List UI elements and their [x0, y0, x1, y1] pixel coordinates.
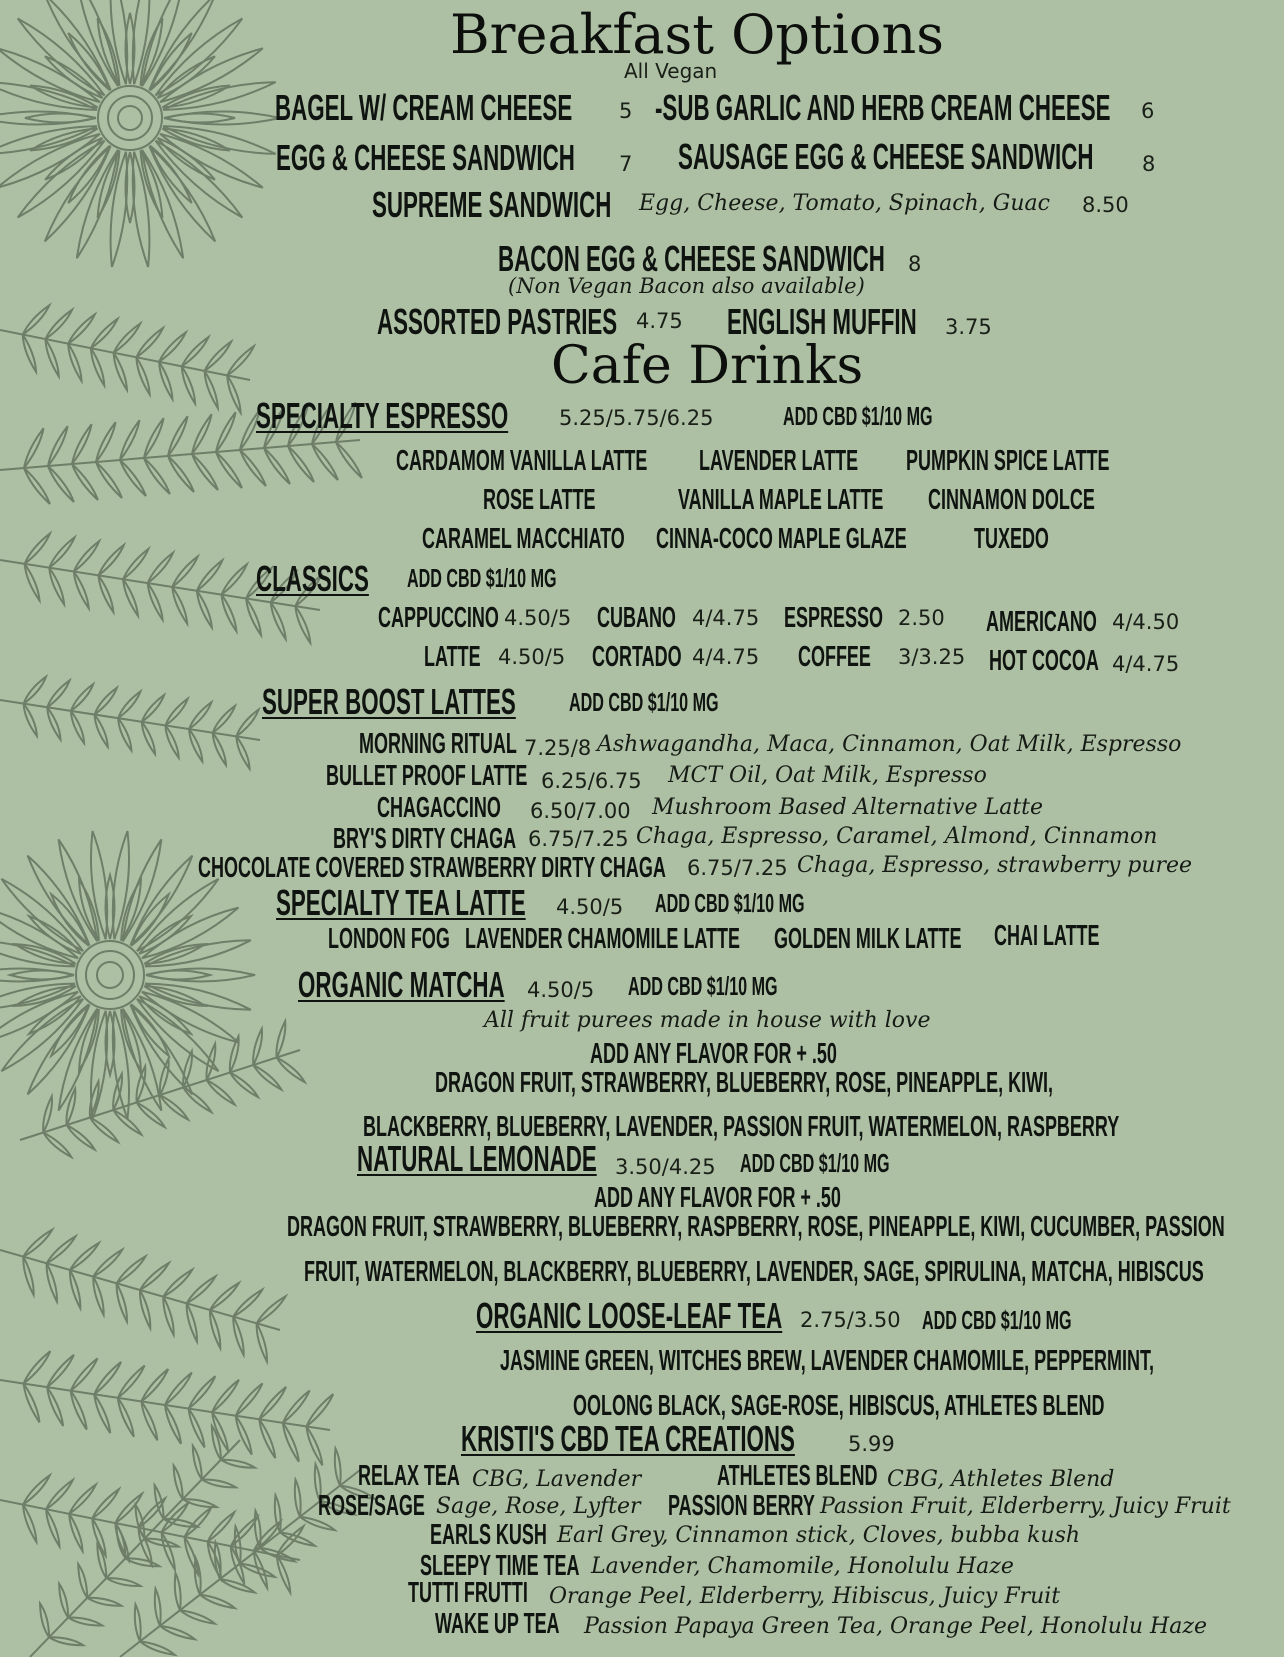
- drink-name: LONDON FOG: [328, 923, 450, 955]
- drink-price: 3/3.25: [898, 645, 966, 669]
- drink-name: PUMPKIN SPICE LATTE: [906, 445, 1110, 477]
- menu-item-price: 3.75: [945, 315, 992, 339]
- drink-price: 4/4.75: [692, 645, 760, 669]
- flavor-addon: ADD ANY FLAVOR FOR + .50: [594, 1182, 841, 1214]
- cbd-addon: ADD CBD $1/10 MG: [740, 1148, 890, 1178]
- drink-price: 4/4.50: [1112, 610, 1180, 634]
- tea-name: EARLS KUSH: [430, 1519, 547, 1551]
- tea-name: TUTTI FRUTTI: [408, 1577, 528, 1609]
- drink-name: CARDAMOM VANILLA LATTE: [396, 445, 648, 477]
- drink-name: BRY'S DIRTY CHAGA: [333, 823, 517, 855]
- drink-name: CHOCOLATE COVERED STRAWBERRY DIRTY CHAGA: [198, 852, 666, 884]
- tea-name: RELAX TEA: [358, 1460, 460, 1492]
- tea-list: JASMINE GREEN, WITCHES BREW, LAVENDER CHAMOMILE, PEPPERMINT,: [500, 1345, 1154, 1377]
- tea-desc: Passion Fruit, Elderberry, Juicy Fruit: [820, 1494, 1231, 1519]
- drink-name: BULLET PROOF LATTE: [326, 760, 528, 792]
- menu-item-name: BAGEL W/ CREAM CHEESE: [275, 87, 573, 128]
- menu-item-name: ASSORTED PASTRIES: [377, 301, 618, 342]
- drink-name: LAVENDER LATTE: [699, 445, 859, 477]
- menu-item-name: ENGLISH MUFFIN: [727, 301, 917, 342]
- drink-price: 2.50: [898, 606, 945, 630]
- menu-item-name: EGG & CHEESE SANDWICH: [276, 137, 575, 178]
- flavor-list: BLACKBERRY, BLUEBERRY, LAVENDER, PASSION FRUIT, WATERMELON, RASPBERRY: [363, 1111, 1120, 1143]
- menu-item-name: BACON EGG & CHEESE SANDWICH: [498, 238, 885, 279]
- drink-name: CHAGACCINO: [377, 792, 501, 824]
- menu-item-price: 5: [619, 99, 633, 123]
- tea-desc: Orange Peel, Elderberry, Hibiscus, Juicy Fruit: [549, 1584, 1061, 1609]
- drink-price: 4.50/5: [498, 645, 566, 669]
- menu-item-price: 8.50: [1082, 193, 1129, 217]
- tea-name: PASSION BERRY: [668, 1490, 815, 1522]
- tea-desc: Lavender, Chamomile, Honolulu Haze: [591, 1554, 1014, 1579]
- drink-price: 6.25/6.75: [541, 769, 642, 793]
- menu-item-note: (Non Vegan Bacon also available): [508, 274, 865, 298]
- drink-price: 6.75/7.25: [528, 827, 629, 851]
- menu-item-price: 4.75: [636, 309, 683, 333]
- drink-name: ROSE LATTE: [483, 484, 596, 516]
- drink-desc: Ashwagandha, Maca, Cinnamon, Oat Milk, Espresso: [597, 732, 1182, 757]
- drink-name: CUBANO: [597, 602, 676, 634]
- section-heading: SUPER BOOST LATTES: [262, 681, 516, 722]
- tea-name: SLEEPY TIME TEA: [420, 1550, 580, 1582]
- section-heading: ORGANIC MATCHA: [298, 964, 505, 1005]
- menu-item-price: 7: [619, 152, 633, 176]
- drink-name: COFFEE: [798, 641, 871, 673]
- drink-name: HOT COCOA: [989, 645, 1099, 677]
- section-price: 5.99: [848, 1432, 895, 1456]
- menu-item-name: SUPREME SANDWICH: [372, 184, 612, 225]
- flavor-list: DRAGON FRUIT, STRAWBERRY, BLUEBERRY, ROSE, PINEAPPLE, KIWI,: [435, 1067, 1054, 1099]
- puree-note: All fruit purees made in house with love: [484, 1008, 931, 1033]
- section-price: 2.75/3.50: [800, 1308, 901, 1332]
- menu-item-price: 8: [1142, 152, 1156, 176]
- breakfast-subtitle: All Vegan: [624, 59, 718, 83]
- flavor-addon: ADD ANY FLAVOR FOR + .50: [590, 1038, 837, 1070]
- drink-price: 7.25/8: [524, 736, 592, 760]
- cbd-addon: ADD CBD $1/10 MG: [783, 401, 933, 431]
- drink-name: LAVENDER CHAMOMILE LATTE: [465, 923, 741, 955]
- drink-price: 6.75/7.25: [687, 856, 788, 880]
- drink-name: TUXEDO: [974, 523, 1049, 555]
- drink-name: ESPRESSO: [784, 602, 883, 634]
- drink-price: 4/4.75: [692, 606, 760, 630]
- section-heading: SPECIALTY TEA LATTE: [276, 882, 526, 923]
- drink-price: 4.50/5: [504, 606, 572, 630]
- cbd-addon: ADD CBD $1/10 MG: [922, 1305, 1072, 1335]
- drink-desc: Chaga, Espresso, strawberry puree: [797, 853, 1193, 878]
- drink-name: AMERICANO: [986, 606, 1097, 638]
- tea-desc: Sage, Rose, Lyfter: [436, 1494, 641, 1519]
- drink-name: CINNA-COCO MAPLE GLAZE: [656, 523, 907, 555]
- tea-name: ATHLETES BLEND: [717, 1460, 878, 1492]
- tea-desc: Earl Grey, Cinnamon stick, Cloves, bubba kush: [557, 1523, 1081, 1548]
- flavor-list: DRAGON FRUIT, STRAWBERRY, BLUEBERRY, RASPBERRY, ROSE, PINEAPPLE, KIWI, CUCUMBER, PASSION: [287, 1211, 1225, 1243]
- drink-name: CARAMEL MACCHIATO: [422, 523, 625, 555]
- drink-name: CAPPUCCINO: [378, 602, 499, 634]
- sunflower-icon: [0, 0, 280, 267]
- menu-item-name: -SUB GARLIC AND HERB CREAM CHEESE: [655, 87, 1111, 128]
- section-price: 3.50/4.25: [615, 1155, 716, 1179]
- breakfast-title: Breakfast Options: [450, 3, 944, 66]
- tea-desc: CBG, Athletes Blend: [887, 1467, 1115, 1492]
- section-price: 4.50/5: [556, 895, 624, 919]
- flavor-list: FRUIT, WATERMELON, BLACKBERRY, BLUEBERRY, LAVENDER, SAGE, SPIRULINA, MATCHA, HIBISCUS: [304, 1256, 1204, 1288]
- drink-desc: Mushroom Based Alternative Latte: [652, 795, 1044, 820]
- menu-item-price: 6: [1141, 99, 1155, 123]
- drink-price: 6.50/7.00: [530, 799, 631, 823]
- section-heading: KRISTI'S CBD TEA CREATIONS: [461, 1418, 795, 1459]
- cbd-addon: ADD CBD $1/10 MG: [655, 888, 805, 918]
- section-heading: CLASSICS: [256, 558, 369, 599]
- cbd-addon: ADD CBD $1/10 MG: [569, 687, 719, 717]
- cafe-title: Cafe Drinks: [551, 336, 864, 396]
- drink-desc: Chaga, Espresso, Caramel, Almond, Cinnamon: [636, 824, 1158, 849]
- drink-name: LATTE: [424, 641, 481, 673]
- cbd-addon: ADD CBD $1/10 MG: [407, 563, 557, 593]
- tea-desc: CBG, Lavender: [472, 1467, 642, 1492]
- drink-name: CINNAMON DOLCE: [928, 484, 1095, 516]
- drink-name: CORTADO: [592, 641, 682, 673]
- drink-name: MORNING RITUAL: [359, 728, 517, 760]
- drink-name: CHAI LATTE: [994, 920, 1100, 952]
- drink-price: 4/4.75: [1112, 652, 1180, 676]
- section-price: 5.25/5.75/6.25: [559, 406, 714, 430]
- drink-name: VANILLA MAPLE LATTE: [678, 484, 884, 516]
- section-heading: ORGANIC LOOSE-LEAF TEA: [476, 1295, 783, 1336]
- section-price: 4.50/5: [527, 978, 595, 1002]
- cbd-addon: ADD CBD $1/10 MG: [628, 971, 778, 1001]
- tea-name: ROSE/SAGE: [318, 1490, 425, 1522]
- tea-list: OOLONG BLACK, SAGE-ROSE, HIBISCUS, ATHLETES BLEND: [573, 1390, 1105, 1422]
- menu-item-price: 8: [908, 252, 922, 276]
- section-heading: SPECIALTY ESPRESSO: [256, 395, 509, 436]
- tea-name: WAKE UP TEA: [435, 1608, 560, 1640]
- tea-desc: Passion Papaya Green Tea, Orange Peel, Honolulu Haze: [584, 1614, 1207, 1639]
- drink-name: GOLDEN MILK LATTE: [774, 923, 962, 955]
- drink-desc: MCT Oil, Oat Milk, Espresso: [668, 763, 987, 788]
- menu-item-name: SAUSAGE EGG & CHEESE SANDWICH: [678, 136, 1094, 177]
- menu-item-desc: Egg, Cheese, Tomato, Spinach, Guac: [639, 191, 1050, 216]
- section-heading: NATURAL LEMONADE: [357, 1138, 597, 1179]
